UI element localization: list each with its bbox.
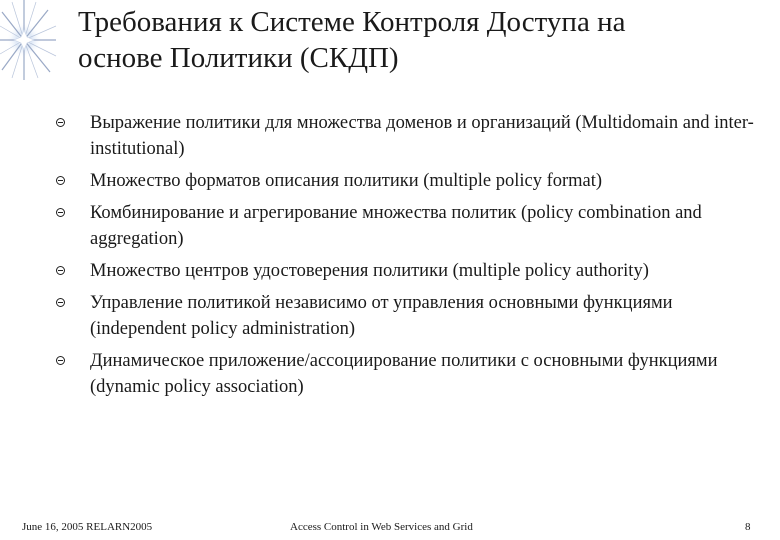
bullet-text: Множество центров удостоверения политики (multiple policy authority) bbox=[90, 261, 649, 281]
bullet-text: Комбинирование и агрегирование множества политик (policy combination and aggregation) bbox=[90, 203, 702, 249]
bullet-item bbox=[54, 168, 754, 194]
starburst-logo-icon bbox=[0, 0, 58, 80]
page-title bbox=[78, 4, 738, 76]
bullet-text: Множество форматов описания политики (multiple policy format) bbox=[90, 171, 603, 191]
bullet-icon bbox=[56, 176, 65, 185]
bullet-list bbox=[54, 110, 754, 406]
bullet-item bbox=[54, 348, 754, 400]
page-number: 8 bbox=[745, 521, 751, 533]
bullet-text: Управление политикой независимо от управления основными функциями (independent policy administration) bbox=[90, 293, 673, 339]
bullet-item bbox=[54, 110, 754, 162]
bullet-icon bbox=[56, 118, 65, 127]
footer-date: June 16, 2005 RELARN2005 bbox=[22, 521, 153, 533]
bullet-text: Выражение политики для множества доменов и организаций (Multidomain and inter-institutional) bbox=[90, 113, 754, 159]
bullet-icon bbox=[56, 298, 65, 307]
bullet-icon bbox=[56, 266, 65, 275]
bullet-icon bbox=[56, 208, 65, 217]
footer-title: Access Control in Web Services and Grid bbox=[290, 521, 473, 533]
bullet-item bbox=[54, 258, 754, 284]
title-line-2: основе Политики (СКДП) bbox=[78, 42, 399, 74]
bullet-item bbox=[54, 290, 754, 342]
bullet-icon bbox=[56, 356, 65, 365]
title-line-1: Требования к Системе Контроля Доступа на bbox=[78, 6, 626, 38]
bullet-text: Динамическое приложение/ассоциирование политики с основными функциями (dynamic policy association) bbox=[90, 351, 718, 397]
bullet-item bbox=[54, 200, 754, 252]
